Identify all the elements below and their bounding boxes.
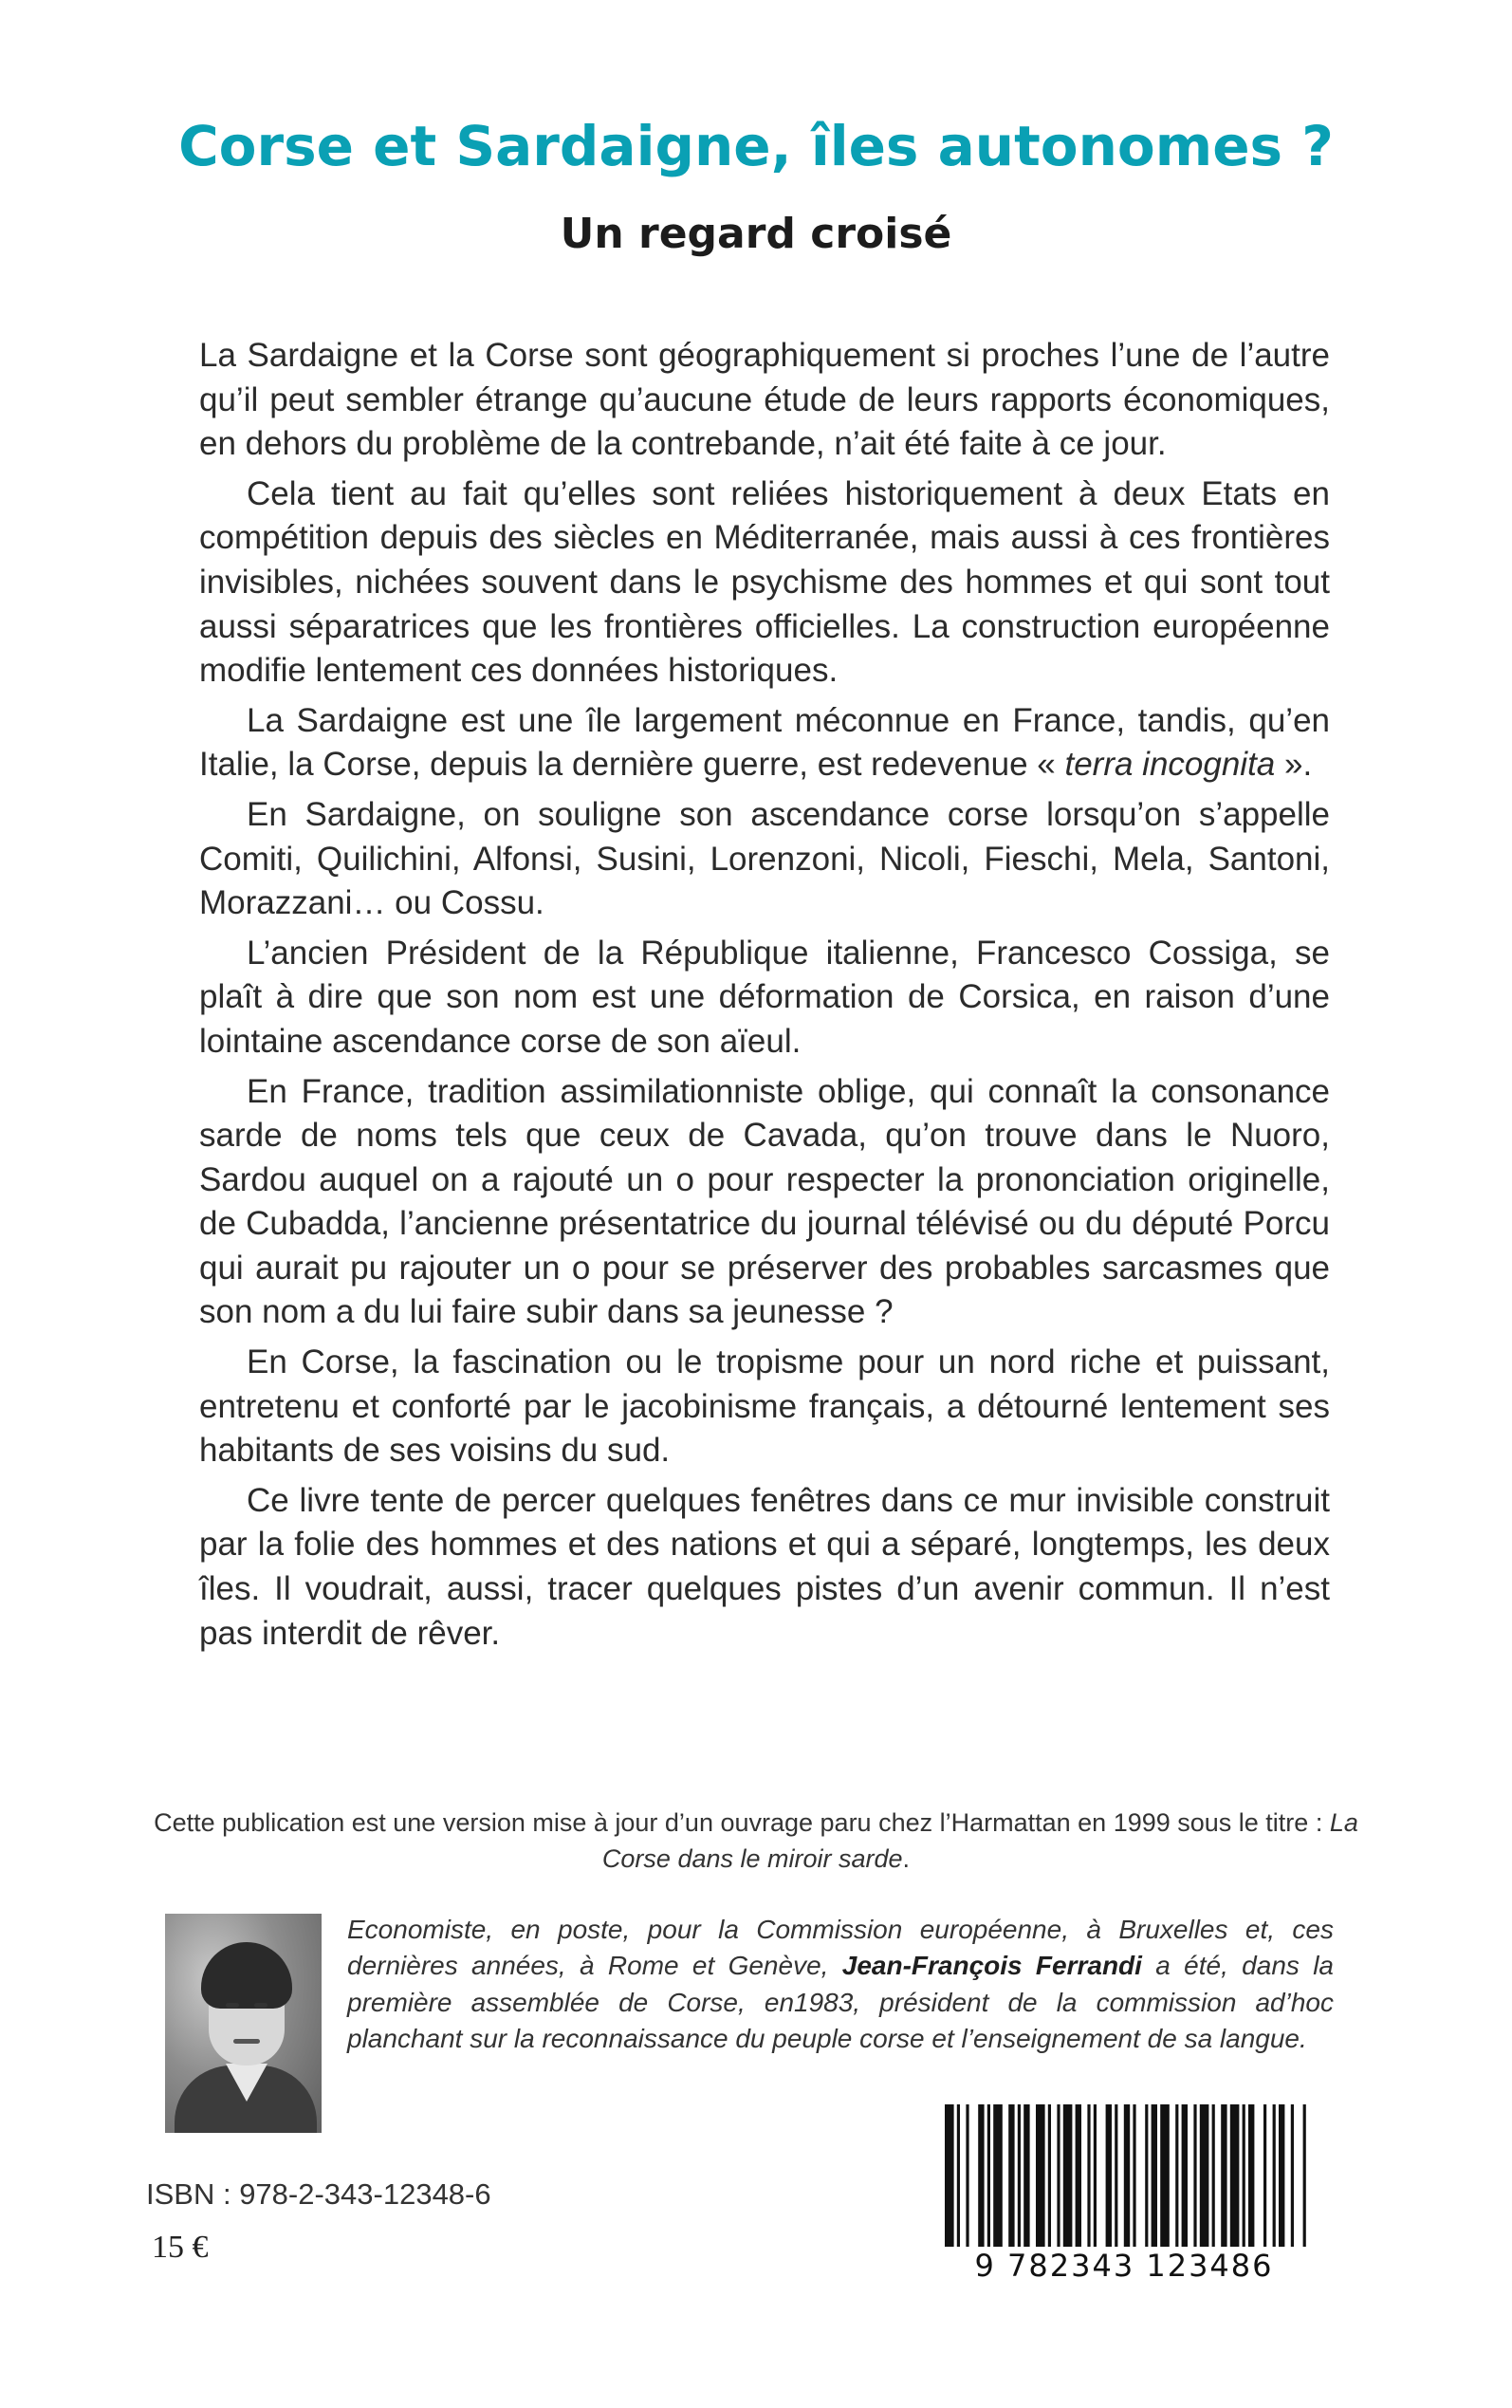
note-end: . bbox=[902, 1844, 911, 1873]
book-title: Corse et Sardaigne, îles autonomes ? bbox=[178, 114, 1334, 178]
paragraph-3 bbox=[199, 699, 1330, 787]
paragraph-8: Ce livre tente de percer quelques fenêtres dans ce mur invisible construit par la folie des hommes et des nations et qui a séparé, longtemps, les deux îles. Il voudrait, aussi, tracer quelques pistes d’un avenir commun. Il n’est pas interdit de rêver. bbox=[199, 1481, 1330, 1652]
barcode bbox=[920, 2104, 1328, 2323]
paragraph-3-text: La Sardaigne est une île largement méconnue en France, tandis, qu’en Italie, la Corse, depuis la dernière guerre, est redevenue « bbox=[199, 701, 1330, 784]
book-subtitle: Un regard croisé bbox=[560, 210, 952, 258]
note-italic-title: La Corse dans le miroir sarde bbox=[601, 1808, 1358, 1873]
paragraph-2: Cela tient au fait qu’elles sont reliées historiquement à deux Etats en compétition depuis des siècles en Méditerranée, mais aussi à ces frontières invisibles, nichées souvent dans le psychisme des hommes et qui sont tout aussi séparatrices que les frontières officielles. La construction européenne modifie lentement ces données historiques. bbox=[199, 474, 1330, 690]
isbn-label: ISBN : 978-2-343-12348-6 bbox=[146, 2177, 491, 2211]
note-text: Cette publication est une version mise à jour d’un ouvrage paru chez l’Harmattan en 1999 sous le titre : bbox=[154, 1808, 1330, 1837]
paragraph-5: L’ancien Président de la République italienne, Francesco Cossiga, se plaît à dire que son nom est une déformation de Corsica, en raison d’une lointaine ascendance corse de son aïeul. bbox=[199, 934, 1330, 1060]
publication-note bbox=[142, 1805, 1370, 1877]
paragraph-7: En Corse, la fascination ou le tropisme pour un nord riche et puissant, entretenu et conforté par le jacobinisme français, a détourné lentement ses habitants de ses voisins du sud. bbox=[199, 1343, 1330, 1470]
author-name: Jean-François Ferrandi bbox=[841, 1951, 1142, 1981]
author-bio bbox=[347, 1912, 1334, 2057]
paragraph-4: En Sardaigne, on souligne son ascendance corse lorsqu’on s’appelle Comiti, Quilichini, Alfonsi, Susini, Lorenzoni, Nicoli, Fieschi, Mela, Santoni, Morazzani… ou Cossu. bbox=[199, 795, 1330, 922]
paragraph-3-italic: terra incognita bbox=[1064, 746, 1276, 784]
author-photo bbox=[165, 1914, 322, 2133]
price-label: 15 € bbox=[152, 2230, 209, 2265]
blurb-text bbox=[199, 334, 1330, 1656]
paragraph-3-end: ». bbox=[1275, 746, 1313, 784]
paragraph-6: En France, tradition assimilationniste oblige, qui connaît la consonance sarde de noms tels que ceux de Cavada, qu’on trouve dans le Nuoro, Sardou auquel on a rajouté un o pour respecter la prononciation originelle, de Cubadda, l’ancienne présentatrice du journal télévisé ou du député Porcu qui aurait pu rajouter un o pour se préserver des probables sarcasmes que son nom a du lui faire subir dans sa jeunesse ? bbox=[199, 1072, 1330, 1331]
barcode-digits: 9 782343 123486 bbox=[920, 2247, 1328, 2285]
bio-before: Economiste, en poste, pour la Commission européenne, à Bruxelles et, ces dernières années, à Rome et Genève, bbox=[347, 1915, 1334, 1981]
bio-after: a été, dans la première assemblée de Corse, en1983, président de la commission ad’hoc planchant sur la reconnaissance du peuple corse et l’enseignement de sa langue. bbox=[347, 1951, 1335, 2053]
paragraph-1: La Sardaigne et la Corse sont géographiquement si proches l’une de l’autre qu’il peut sembler étrange qu’aucune étude de leurs rapports économiques, en dehors du problème de la contrebande, n’ait été faite à ce jour. bbox=[199, 337, 1330, 463]
